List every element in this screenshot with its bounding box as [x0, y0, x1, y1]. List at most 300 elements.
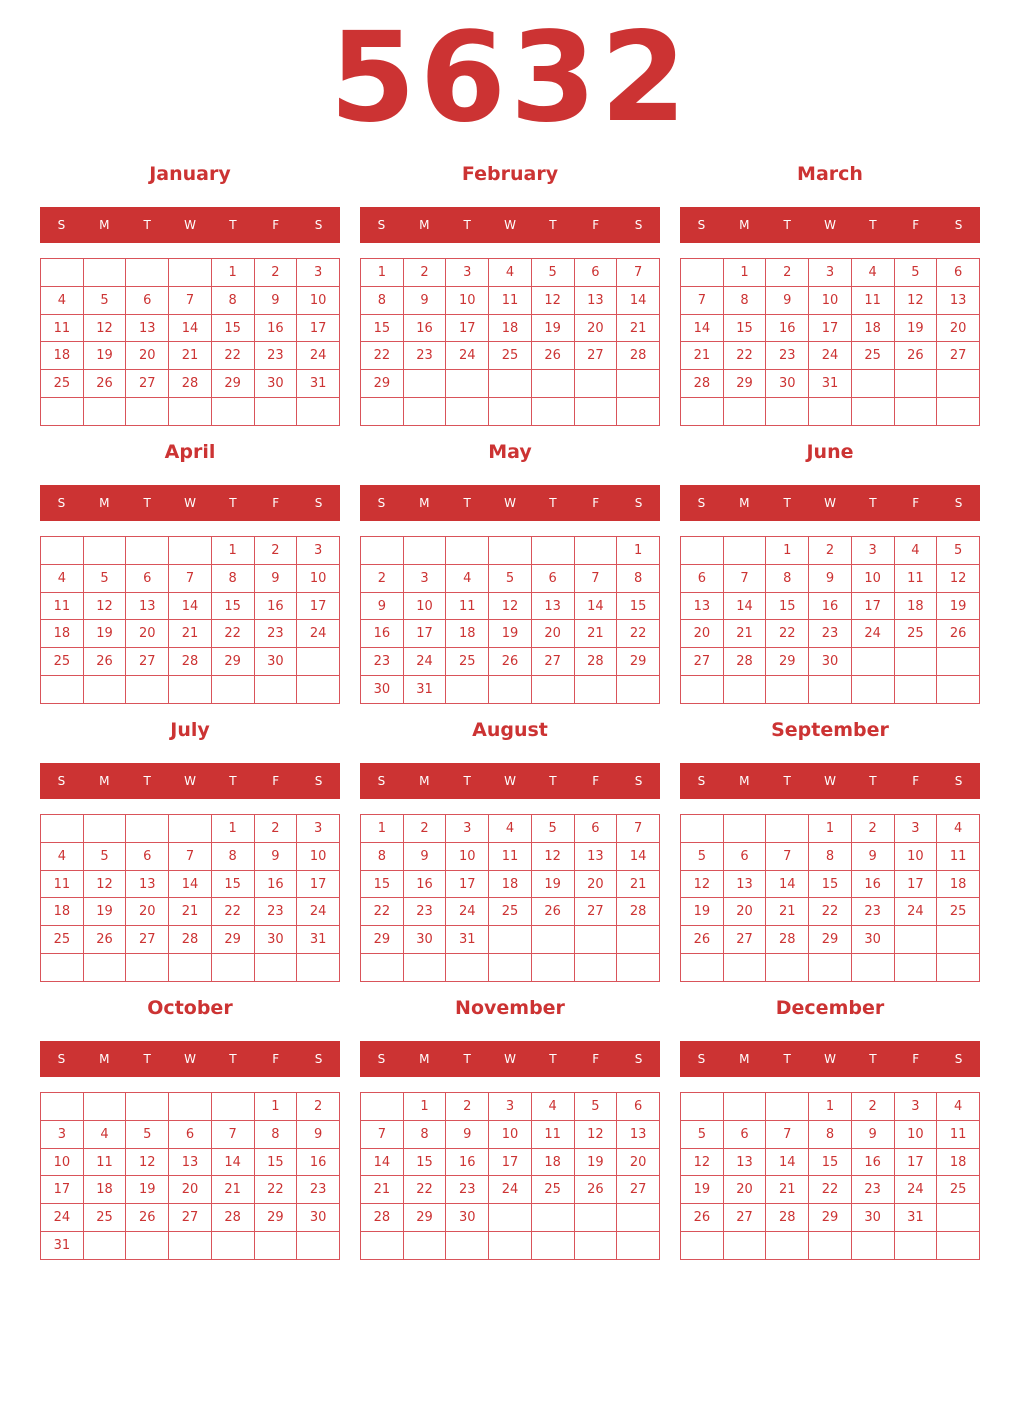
- month-april: [40, 436, 340, 706]
- day-cell: 13: [126, 314, 169, 342]
- day-cell: 30: [361, 676, 404, 704]
- day-cell: 13: [681, 592, 724, 620]
- day-cell: 27: [723, 926, 766, 954]
- day-cell: 13: [169, 1148, 212, 1176]
- day-cell: 22: [211, 898, 254, 926]
- day-cell: 18: [83, 1176, 126, 1204]
- day-cell: 19: [574, 1148, 617, 1176]
- empty-day-cell: [617, 1204, 660, 1232]
- empty-day-cell: [809, 676, 852, 704]
- day-cell: 11: [937, 1120, 980, 1148]
- week-row: [361, 564, 660, 592]
- day-cell: 28: [169, 648, 212, 676]
- week-row: [361, 898, 660, 926]
- week-row: [681, 259, 980, 287]
- weekday-label: W: [504, 496, 516, 510]
- empty-day-cell: [361, 1093, 404, 1121]
- week-row: [681, 592, 980, 620]
- day-cell: 14: [211, 1148, 254, 1176]
- empty-day-cell: [41, 537, 84, 565]
- day-cell: 6: [169, 1120, 212, 1148]
- day-cell: 23: [254, 342, 297, 370]
- day-cell: 8: [361, 286, 404, 314]
- day-cell: 27: [574, 898, 617, 926]
- weekday-header: [360, 763, 660, 799]
- day-cell: 10: [297, 842, 340, 870]
- day-cell: 26: [937, 620, 980, 648]
- day-cell: 29: [211, 370, 254, 398]
- day-cell: 5: [83, 842, 126, 870]
- empty-day-cell: [126, 954, 169, 982]
- day-cell: 28: [723, 648, 766, 676]
- day-cell: 18: [489, 870, 532, 898]
- day-cell: 1: [361, 259, 404, 287]
- day-cell: 30: [766, 370, 809, 398]
- empty-day-cell: [41, 398, 84, 426]
- empty-day-cell: [937, 648, 980, 676]
- day-cell: 1: [211, 537, 254, 565]
- empty-day-cell: [83, 676, 126, 704]
- day-cell: 17: [297, 592, 340, 620]
- day-cell: 11: [531, 1120, 574, 1148]
- empty-day-cell: [126, 259, 169, 287]
- week-row: [41, 1093, 340, 1121]
- day-cell: 30: [297, 1204, 340, 1232]
- week-row: [361, 1093, 660, 1121]
- day-cell: 30: [851, 926, 894, 954]
- weekday-label: F: [592, 774, 600, 788]
- week-row: [361, 842, 660, 870]
- empty-day-cell: [531, 370, 574, 398]
- empty-day-cell: [126, 815, 169, 843]
- day-cell: 13: [723, 870, 766, 898]
- day-cell: 19: [83, 620, 126, 648]
- empty-day-cell: [361, 537, 404, 565]
- day-cell: 6: [723, 1120, 766, 1148]
- day-cell: 15: [809, 1148, 852, 1176]
- day-cell: 20: [169, 1176, 212, 1204]
- empty-day-cell: [403, 954, 446, 982]
- week-row: [41, 620, 340, 648]
- day-cell: 15: [211, 314, 254, 342]
- empty-day-cell: [851, 398, 894, 426]
- empty-day-cell: [851, 370, 894, 398]
- week-row: [41, 259, 340, 287]
- day-cell: 24: [894, 1176, 937, 1204]
- day-cell: 17: [297, 870, 340, 898]
- day-cell: 12: [681, 1148, 724, 1176]
- weekday-label: M: [739, 774, 750, 788]
- empty-day-cell: [723, 815, 766, 843]
- day-cell: 10: [894, 1120, 937, 1148]
- day-cell: 16: [254, 592, 297, 620]
- month-august: [360, 714, 660, 984]
- day-cell: 2: [766, 259, 809, 287]
- day-cell: 28: [617, 342, 660, 370]
- week-row: [41, 398, 340, 426]
- day-cell: 17: [297, 314, 340, 342]
- day-cell: 24: [851, 620, 894, 648]
- day-cell: 29: [809, 926, 852, 954]
- day-cell: 11: [937, 842, 980, 870]
- week-row: [681, 286, 980, 314]
- empty-day-cell: [211, 954, 254, 982]
- week-row: [361, 926, 660, 954]
- day-cell: 1: [403, 1093, 446, 1121]
- day-cell: 11: [489, 286, 532, 314]
- month-name: May: [488, 441, 532, 463]
- weekday-label: S: [697, 496, 706, 510]
- week-row: [681, 1232, 980, 1260]
- empty-day-cell: [681, 398, 724, 426]
- day-cell: 9: [403, 842, 446, 870]
- day-cell: 23: [403, 898, 446, 926]
- day-cell: 17: [851, 592, 894, 620]
- weekday-label: W: [504, 1052, 516, 1066]
- empty-day-cell: [531, 926, 574, 954]
- day-cell: 3: [446, 259, 489, 287]
- empty-day-cell: [723, 398, 766, 426]
- weekday-header: [680, 763, 980, 799]
- weekday-label: T: [549, 218, 557, 232]
- day-cell: 23: [254, 898, 297, 926]
- day-cell: 7: [169, 842, 212, 870]
- weekday-label: T: [143, 218, 151, 232]
- empty-day-cell: [403, 537, 446, 565]
- weekday-label: S: [314, 496, 323, 510]
- day-cell: 3: [851, 537, 894, 565]
- day-cell: 27: [681, 648, 724, 676]
- day-cell: 3: [297, 259, 340, 287]
- weekday-label: F: [912, 496, 920, 510]
- weekday-label: S: [954, 218, 963, 232]
- weekday-label: T: [783, 218, 791, 232]
- day-cell: 3: [297, 537, 340, 565]
- week-row: [681, 815, 980, 843]
- empty-day-cell: [894, 954, 937, 982]
- weekday-label: T: [143, 774, 151, 788]
- day-cell: 18: [41, 620, 84, 648]
- day-cell: 23: [446, 1176, 489, 1204]
- day-cell: 22: [766, 620, 809, 648]
- day-cell: 29: [361, 926, 404, 954]
- empty-day-cell: [681, 954, 724, 982]
- empty-day-cell: [574, 954, 617, 982]
- day-cell: 5: [574, 1093, 617, 1121]
- day-cell: 21: [617, 870, 660, 898]
- day-cell: 8: [766, 564, 809, 592]
- day-cell: 9: [446, 1120, 489, 1148]
- empty-day-cell: [169, 398, 212, 426]
- day-cell: 1: [211, 259, 254, 287]
- day-cell: 23: [254, 620, 297, 648]
- day-cell: 13: [723, 1148, 766, 1176]
- weekday-label: F: [592, 496, 600, 510]
- week-row: [361, 1120, 660, 1148]
- empty-day-cell: [403, 370, 446, 398]
- day-cell: 24: [446, 342, 489, 370]
- day-cell: 18: [41, 898, 84, 926]
- day-cell: 30: [254, 370, 297, 398]
- empty-day-cell: [937, 1204, 980, 1232]
- day-cell: 30: [809, 648, 852, 676]
- day-cell: 19: [937, 592, 980, 620]
- day-cell: 25: [83, 1204, 126, 1232]
- weekday-label: S: [57, 1052, 66, 1066]
- day-cell: 6: [531, 564, 574, 592]
- empty-day-cell: [531, 954, 574, 982]
- day-cell: 9: [403, 286, 446, 314]
- day-cell: 17: [446, 870, 489, 898]
- empty-day-cell: [83, 259, 126, 287]
- day-cell: 5: [681, 1120, 724, 1148]
- day-cell: 4: [937, 815, 980, 843]
- day-cell: 23: [403, 342, 446, 370]
- empty-day-cell: [681, 815, 724, 843]
- day-cell: 14: [766, 1148, 809, 1176]
- day-cell: 6: [617, 1093, 660, 1121]
- day-cell: 28: [681, 370, 724, 398]
- day-cell: 28: [169, 370, 212, 398]
- weekday-label: W: [504, 774, 516, 788]
- empty-day-cell: [446, 1232, 489, 1260]
- day-cell: 18: [446, 620, 489, 648]
- day-cell: 11: [41, 314, 84, 342]
- week-row: [41, 314, 340, 342]
- week-row: [361, 370, 660, 398]
- day-cell: 12: [574, 1120, 617, 1148]
- month-name: June: [806, 441, 854, 463]
- day-cell: 9: [851, 842, 894, 870]
- empty-day-cell: [361, 954, 404, 982]
- week-row: [681, 676, 980, 704]
- empty-day-cell: [41, 259, 84, 287]
- month-february: [360, 158, 660, 428]
- empty-day-cell: [83, 1093, 126, 1121]
- day-cell: 19: [894, 314, 937, 342]
- day-cell: 9: [766, 286, 809, 314]
- week-row: [681, 1093, 980, 1121]
- week-row: [41, 286, 340, 314]
- weekday-label: T: [869, 774, 877, 788]
- day-grid: [680, 258, 980, 426]
- empty-day-cell: [809, 398, 852, 426]
- month-september: [680, 714, 980, 984]
- day-cell: 6: [574, 259, 617, 287]
- day-cell: 29: [211, 648, 254, 676]
- week-row: [41, 954, 340, 982]
- weekday-label: T: [549, 774, 557, 788]
- day-cell: 23: [297, 1176, 340, 1204]
- day-cell: 28: [766, 926, 809, 954]
- day-cell: 30: [254, 648, 297, 676]
- weekday-label: S: [697, 774, 706, 788]
- weekday-label: F: [592, 218, 600, 232]
- empty-day-cell: [723, 537, 766, 565]
- empty-day-cell: [681, 676, 724, 704]
- weekday-label: M: [419, 1052, 430, 1066]
- week-row: [361, 648, 660, 676]
- day-cell: 6: [126, 842, 169, 870]
- day-cell: 19: [531, 870, 574, 898]
- day-cell: 7: [169, 564, 212, 592]
- day-cell: 23: [766, 342, 809, 370]
- weekday-label: W: [824, 496, 836, 510]
- week-row: [361, 286, 660, 314]
- weekday-label: F: [272, 218, 280, 232]
- day-cell: 22: [211, 342, 254, 370]
- day-cell: 11: [446, 592, 489, 620]
- day-grid: [680, 814, 980, 982]
- day-cell: 25: [937, 1176, 980, 1204]
- day-cell: 2: [254, 815, 297, 843]
- day-cell: 13: [937, 286, 980, 314]
- day-cell: 16: [297, 1148, 340, 1176]
- day-cell: 10: [489, 1120, 532, 1148]
- day-cell: 14: [681, 314, 724, 342]
- day-cell: 8: [403, 1120, 446, 1148]
- weekday-label: T: [783, 1052, 791, 1066]
- weekday-label: M: [99, 774, 110, 788]
- weekday-label: M: [739, 1052, 750, 1066]
- day-cell: 13: [617, 1120, 660, 1148]
- day-cell: 14: [617, 286, 660, 314]
- empty-day-cell: [766, 954, 809, 982]
- day-cell: 26: [531, 342, 574, 370]
- day-cell: 2: [403, 815, 446, 843]
- day-cell: 17: [809, 314, 852, 342]
- day-cell: 16: [809, 592, 852, 620]
- day-cell: 19: [83, 898, 126, 926]
- day-cell: 3: [297, 815, 340, 843]
- empty-day-cell: [894, 676, 937, 704]
- day-cell: 28: [169, 926, 212, 954]
- empty-day-cell: [489, 370, 532, 398]
- weekday-label: S: [954, 496, 963, 510]
- empty-day-cell: [446, 676, 489, 704]
- week-row: [681, 342, 980, 370]
- week-row: [681, 648, 980, 676]
- day-cell: 10: [894, 842, 937, 870]
- empty-day-cell: [211, 676, 254, 704]
- empty-day-cell: [126, 537, 169, 565]
- month-name: July: [170, 719, 210, 741]
- empty-day-cell: [723, 954, 766, 982]
- empty-day-cell: [489, 926, 532, 954]
- week-row: [361, 398, 660, 426]
- week-row: [681, 1120, 980, 1148]
- weekday-header: [40, 485, 340, 521]
- day-cell: 4: [41, 564, 84, 592]
- day-cell: 8: [809, 1120, 852, 1148]
- day-cell: 1: [809, 1093, 852, 1121]
- day-cell: 28: [766, 1204, 809, 1232]
- weekday-header: [680, 485, 980, 521]
- weekday-label: S: [377, 774, 386, 788]
- day-cell: 5: [681, 842, 724, 870]
- weekday-label: S: [377, 218, 386, 232]
- empty-day-cell: [851, 676, 894, 704]
- day-cell: 28: [617, 898, 660, 926]
- day-cell: 10: [403, 592, 446, 620]
- empty-day-cell: [617, 954, 660, 982]
- weekday-label: T: [463, 774, 471, 788]
- day-cell: 10: [851, 564, 894, 592]
- empty-day-cell: [361, 1232, 404, 1260]
- day-cell: 4: [83, 1120, 126, 1148]
- week-row: [41, 926, 340, 954]
- day-cell: 2: [254, 259, 297, 287]
- empty-day-cell: [297, 648, 340, 676]
- weekday-label: F: [592, 1052, 600, 1066]
- empty-day-cell: [254, 676, 297, 704]
- weekday-label: S: [57, 218, 66, 232]
- day-cell: 28: [361, 1204, 404, 1232]
- day-cell: 10: [446, 286, 489, 314]
- week-row: [41, 537, 340, 565]
- week-row: [361, 259, 660, 287]
- weekday-label: W: [824, 774, 836, 788]
- empty-day-cell: [126, 1093, 169, 1121]
- day-grid: [40, 258, 340, 426]
- day-cell: 17: [489, 1148, 532, 1176]
- day-cell: 27: [126, 370, 169, 398]
- day-cell: 10: [41, 1148, 84, 1176]
- empty-day-cell: [574, 398, 617, 426]
- day-cell: 4: [531, 1093, 574, 1121]
- day-cell: 7: [766, 1120, 809, 1148]
- month-name: March: [797, 163, 863, 185]
- weekday-label: T: [229, 1052, 237, 1066]
- day-cell: 3: [403, 564, 446, 592]
- empty-day-cell: [617, 926, 660, 954]
- day-cell: 18: [851, 314, 894, 342]
- empty-day-cell: [681, 1232, 724, 1260]
- month-march: [680, 158, 980, 428]
- weekday-header: [360, 1041, 660, 1077]
- week-row: [361, 954, 660, 982]
- day-cell: 8: [211, 842, 254, 870]
- empty-day-cell: [41, 676, 84, 704]
- day-cell: 12: [83, 870, 126, 898]
- month-october: [40, 992, 340, 1262]
- day-cell: 25: [851, 342, 894, 370]
- empty-day-cell: [574, 926, 617, 954]
- day-cell: 14: [169, 870, 212, 898]
- day-cell: 9: [254, 842, 297, 870]
- day-cell: 5: [531, 259, 574, 287]
- day-cell: 26: [489, 648, 532, 676]
- day-cell: 26: [83, 926, 126, 954]
- day-cell: 13: [574, 286, 617, 314]
- month-name: December: [775, 997, 885, 1019]
- empty-day-cell: [574, 1204, 617, 1232]
- week-row: [681, 314, 980, 342]
- day-cell: 16: [361, 620, 404, 648]
- weekday-label: M: [739, 218, 750, 232]
- week-row: [41, 564, 340, 592]
- week-row: [681, 370, 980, 398]
- day-cell: 21: [681, 342, 724, 370]
- empty-day-cell: [83, 954, 126, 982]
- week-row: [361, 815, 660, 843]
- day-cell: 23: [851, 1176, 894, 1204]
- empty-day-cell: [766, 676, 809, 704]
- empty-day-cell: [361, 398, 404, 426]
- day-cell: 31: [894, 1204, 937, 1232]
- day-cell: 29: [766, 648, 809, 676]
- day-cell: 20: [531, 620, 574, 648]
